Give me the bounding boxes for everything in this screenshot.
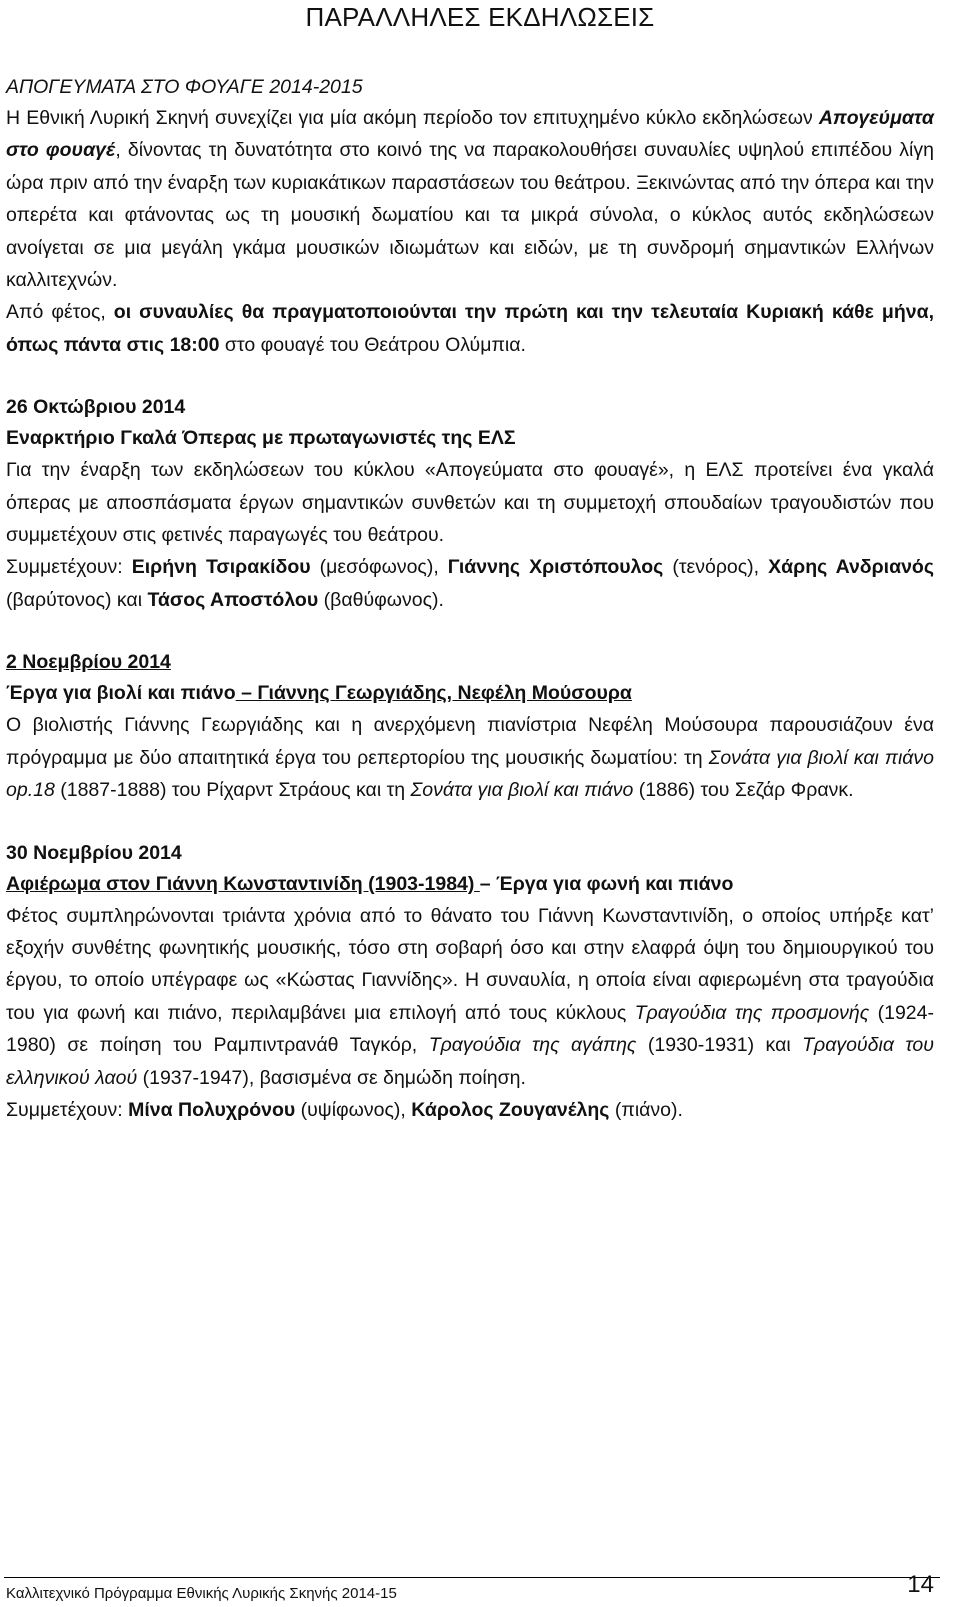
cast-role: (τενόρος), — [663, 556, 769, 579]
schedule-highlight: οι συναυλίες θα πραγματοποιούνται την πρώτη και την τελευταία Κυριακή κάθε μήνα, όπως πάντα στις 18:00 — [6, 301, 934, 356]
cast-label: Συμμετέχουν: — [6, 1098, 129, 1121]
cast-name: Κάρολος Ζουγανέλης — [411, 1098, 610, 1121]
event-date: 26 Οκτώβριου 2014 — [6, 396, 186, 419]
intro-series-name: Απογεύματα στο φουαγέ — [6, 107, 934, 162]
work-title: Σονάτα για βιολί και πιάνο op.18 — [6, 746, 934, 802]
cast-name: Ειρήνη Τσιρακίδου — [131, 556, 311, 579]
cast-name: Χάρης Ανδριανός — [768, 556, 934, 579]
intro-text-c: , δίνοντας τη δυνατότητα στο κοινό της να παρακολουθήσει συναυλίες υψηλού επιπέδου λίγη ώρα πριν από την έναρξη των κυριακάτικων παραστάσεων του θεάτρου. Ξεκινώντας από την όπερα και την οπερέτα και φτάνοντας ως τη μουσική δωματίου και τα μικρά σύνολα, ο κύκλος αυτός εκδηλώσεων ανοίγεται σε μια μεγάλη γκάμα μουσικών ιδιωμάτων και ειδών, με τη συνδρομή σημαντικών Ελλήνων καλλιτεχνών. — [6, 139, 934, 292]
section-heading: ΑΠΟΓΕΥΜΑΤΑ ΣΤΟ ΦΟΥΑΓΕ 2014-2015 — [6, 76, 363, 98]
event-description: Για την έναρξη των εκδηλώσεων του κύκλου «Απογεύματα στο φουαγέ», η ΕΛΣ προτείνει ένα γκαλά όπερας με αποσπάσματα έργων σημαντικών συνθετών και τη συμμετοχή σπουδαίων τραγουδιστών που συμμετέχουν στις φετινές παραγωγές του θεάτρου. — [6, 459, 934, 547]
event-2 — [6, 647, 934, 806]
schedule-text-c: στο φουαγέ του Θεάτρου Ολύμπια. — [219, 333, 526, 356]
desc-c: (1887-1888) του Ρίχαρντ Στράους και τη — [54, 779, 411, 802]
desc-e: (1886) του Σεζάρ Φρανκ. — [633, 779, 854, 802]
cast-name: Μίνα Πολυχρόνου — [128, 1098, 296, 1121]
desc-g: (1937-1947), βασισμένα σε δημώδη ποίηση. — [137, 1066, 526, 1089]
cast-name: Τάσος Αποστόλου — [147, 588, 319, 611]
cast-role: (πιάνο). — [609, 1098, 683, 1121]
intro-paragraph — [6, 102, 934, 296]
page-title: ΠΑΡΑΛΛΗΛΕΣ ΕΚΔΗΛΩΣΕΙΣ — [305, 2, 655, 32]
schedule-text-a: Από φέτος, — [6, 301, 114, 324]
footer-text: Καλλιτεχνικό Πρόγραμμα Εθνικής Λυρικής Σκηνής 2014-15 — [6, 1585, 397, 1602]
cast-role: (υψίφωνος), — [295, 1098, 412, 1121]
work-title: Σονάτα για βιολί και πιάνο — [410, 779, 634, 802]
intro-text-a: Η Εθνική Λυρική Σκηνή συνεχίζει για μία ακόμη περίοδο τον επιτυχημένο κύκλο εκδηλώσεων — [6, 107, 819, 129]
schedule-paragraph — [6, 296, 934, 361]
work-title: Τραγούδια της αγάπης — [428, 1034, 637, 1057]
event-title-b: – Έργα για φωνή και πιάνο — [479, 872, 734, 895]
desc-a: Ο βιολιστής Γιάννης Γεωργιάδης και η ανερχόμενη πιανίστρια Νεφέλη Μούσουρα παρουσιάζουν ένα πρόγραμμα με δύο απαιτητικά έργα του ρεπερτορίου της μουσικής δωματίου: τη — [6, 714, 934, 769]
event-description — [6, 900, 934, 1094]
event-title — [6, 869, 934, 900]
event-description — [6, 709, 934, 806]
page-footer — [0, 1571, 960, 1607]
event-title-a: Έργα για βιολί και πιάνο — [6, 682, 236, 705]
event-date: 30 Νοεμβρίου 2014 — [6, 841, 182, 864]
desc-a: Φέτος συμπληρώνονται τριάντα χρόνια από το θάνατο του Γιάννη Κωνσταντινίδη, ο οποίος υπήρξε κατ’ εξοχήν συνθέτης φωνητικής μουσικής, τόσο στη σοβαρή όσο και στην ελαφρά όψη του δημιουργικού του έργου, το οποίο υπέγραφε ως «Κώστας Γιαννίδης». Η συναυλία, η οποία είναι αφιερωμένη στα τραγούδια του για φωνή και πιάνο, περιλαμβάνει μια επιλογή από τους κύκλους — [6, 904, 934, 1024]
work-title: Τραγούδια της προσμονής — [634, 1001, 870, 1024]
event-date: 2 Νοεμβρίου 2014 — [6, 651, 171, 674]
event-title-b: – Γιάννης Γεωργιάδης, Νεφέλη Μούσουρα — [235, 682, 632, 705]
event-1 — [6, 392, 934, 616]
work-title: Τραγούδια του ελληνικού λαού — [6, 1034, 934, 1089]
event-title: Εναρκτήριο Γκαλά Όπερας με πρωταγωνιστές της ΕΛΣ — [6, 427, 516, 450]
event-3 — [6, 838, 934, 1127]
cast-name: Γιάννης Χριστόπουλος — [447, 556, 664, 579]
event-title-a: Αφιέρωμα στον Γιάννη Κωνσταντινίδη (1903-1984) — [6, 872, 480, 895]
cast-role: (μεσόφωνος), — [310, 556, 448, 579]
cast-role: (βαρύτονος) και — [6, 588, 148, 611]
event-title — [6, 678, 934, 709]
footer-divider — [4, 1577, 940, 1578]
desc-c: (1924-1980) σε ποίηση του Ραμπιντρανάθ Ταγκόρ, — [6, 1001, 934, 1057]
event-cast — [6, 1094, 934, 1126]
event-cast — [6, 551, 934, 616]
cast-role: (βαθύφωνος). — [318, 588, 444, 611]
page-number: 14 — [907, 1571, 934, 1598]
desc-e: (1930-1931) και — [636, 1034, 803, 1057]
cast-label: Συμμετέχουν: — [6, 556, 132, 579]
content — [6, 72, 934, 1126]
